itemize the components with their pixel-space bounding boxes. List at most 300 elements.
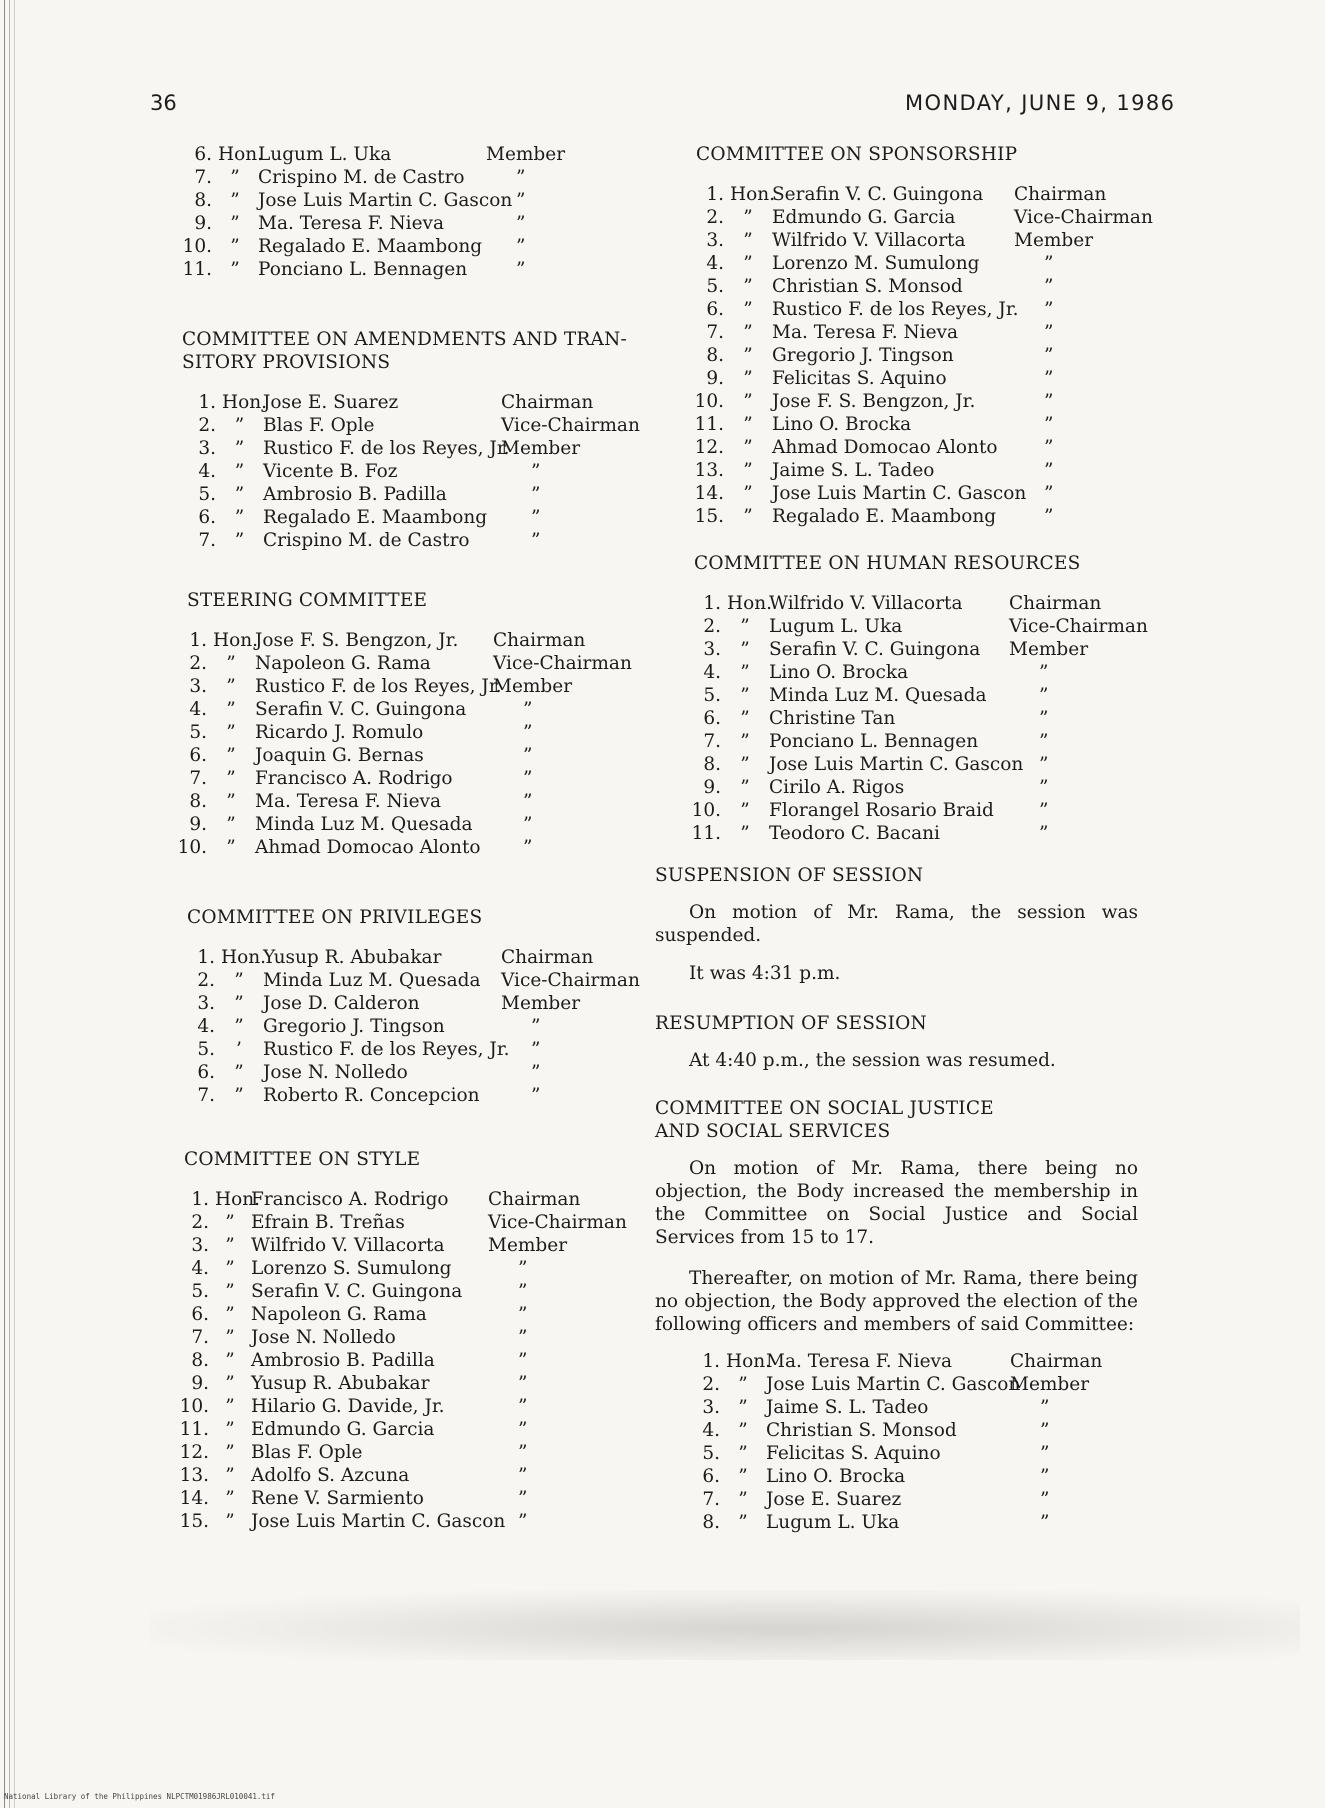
member-number: 6. [197, 1062, 215, 1083]
member-row [173, 767, 663, 790]
member-row [170, 189, 636, 212]
member-honorific: ” [230, 167, 240, 188]
member-row [686, 1465, 1180, 1488]
member-number: 2. [198, 415, 216, 436]
member-position: Vice-Chairman [1009, 616, 1148, 637]
member-row [687, 822, 1179, 845]
member-row [690, 275, 1184, 298]
member-number: 8. [191, 1350, 209, 1371]
member-position: ” [523, 791, 533, 812]
member-position: Chairman [1009, 593, 1102, 614]
member-row [686, 1350, 1180, 1373]
member-position: ” [516, 167, 526, 188]
member-number: 2. [197, 970, 215, 991]
member-number: 8. [194, 190, 212, 211]
member-position: ” [1039, 662, 1049, 683]
member-honorific: ” [743, 368, 753, 389]
member-name: Gregorio J. Tingson [263, 1016, 445, 1037]
member-name: Ahmad Domocao Alonto [255, 837, 481, 858]
member-name: Jose Luis Martin C. Gascon [772, 483, 1027, 504]
member-name: Minda Luz M. Quesada [263, 970, 481, 991]
member-position: ” [1039, 685, 1049, 706]
member-row [167, 1234, 658, 1257]
member-honorific: ” [740, 639, 750, 660]
member-name: Lorenzo M. Sumulong [772, 253, 980, 274]
member-number: 4. [706, 253, 724, 274]
member-name: Ma. Teresa F. Nieva [772, 322, 959, 343]
member-name: Christian S. Monsod [766, 1420, 957, 1441]
member-honorific: ” [225, 1419, 235, 1440]
member-position: ” [1044, 437, 1054, 458]
member-honorific: ” [234, 507, 245, 528]
member-number: 12. [694, 437, 724, 458]
member-name: Francisco A. Rodrigo [255, 768, 453, 789]
member-position: ” [523, 814, 533, 835]
member-row [686, 1419, 1180, 1442]
member-number: 1. [702, 1351, 720, 1372]
member-position: ” [518, 1258, 528, 1279]
member-number: 14. [694, 483, 724, 504]
member-honorific: ” [225, 1511, 235, 1532]
member-honorific: ” [225, 1350, 235, 1371]
member-row [182, 483, 671, 506]
member-honorific: ” [743, 230, 753, 251]
member-number: 7. [197, 1085, 215, 1106]
member-name: Minda Luz M. Quesada [769, 685, 987, 706]
member-name: Ponciano L. Bennagen [258, 259, 468, 280]
member-honorific: ” [225, 1304, 235, 1325]
member-number: 10. [694, 391, 724, 412]
member-honorific: ” [226, 768, 236, 789]
member-position: Member [501, 993, 581, 1014]
member-number: 1. [706, 184, 724, 205]
member-number: 13. [694, 460, 724, 481]
member-number: 14. [179, 1488, 209, 1509]
member-honorific: ” [740, 800, 750, 821]
scan-shadow [150, 1590, 1300, 1660]
member-row [167, 1418, 658, 1441]
member-honorific: ” [225, 1442, 235, 1463]
member-honorific: ” [234, 1016, 244, 1037]
member-position: Member [1014, 230, 1094, 251]
member-position: ” [1044, 253, 1054, 274]
member-honorific: ” [743, 483, 753, 504]
social-justice-text-1: On motion of Mr. Rama, there being no objection, the Body increased the membership in the Committee on Social Justice and Social Services from 15 to 17. [655, 1158, 1138, 1248]
member-row [182, 414, 671, 437]
member-name: Serafin V. C. Guingona [251, 1281, 463, 1302]
member-list [170, 143, 636, 281]
member-number: 5. [189, 722, 207, 743]
member-row [167, 1464, 658, 1487]
member-row [687, 661, 1179, 684]
member-number: 5. [191, 1281, 209, 1302]
member-honorific: ” [740, 823, 750, 844]
member-position: ” [1044, 414, 1054, 435]
member-number: 3. [706, 230, 724, 251]
member-row [687, 615, 1179, 638]
member-number: 2. [702, 1374, 720, 1395]
member-honorific: ” [740, 754, 750, 775]
member-honorific: ” [740, 731, 750, 752]
member-name: Lino O. Brocka [766, 1466, 906, 1487]
member-position: ” [523, 837, 533, 858]
member-position: ” [1044, 368, 1054, 389]
member-row [173, 744, 663, 767]
member-number: 7. [702, 1489, 720, 1510]
member-honorific: ” [234, 415, 245, 436]
member-name: Cirilo A. Rigos [769, 777, 905, 798]
member-row [173, 836, 663, 859]
member-honorific: ” [225, 1396, 235, 1417]
section-title: SUSPENSION OF SESSION [655, 865, 924, 886]
member-honorific: ” [225, 1327, 235, 1348]
member-name: Roberto R. Concepcion [263, 1085, 480, 1106]
member-honorific: ” [234, 1085, 244, 1106]
member-list [167, 1188, 658, 1533]
member-honorific: ” [743, 414, 753, 435]
committee-human-resources [687, 552, 1179, 845]
member-honorific: ” [738, 1397, 748, 1418]
member-name: Ambrosio B. Padilla [263, 484, 447, 505]
member-honorific: ” [230, 236, 240, 257]
member-row [181, 1015, 671, 1038]
member-row [167, 1487, 658, 1510]
member-position: Chairman [501, 947, 594, 968]
member-position: Chairman [1014, 184, 1107, 205]
member-position: ” [531, 1016, 541, 1037]
section-title [655, 1097, 1138, 1143]
member-number: 8. [189, 791, 207, 812]
member-number: 15. [694, 506, 724, 527]
member-honorific: ” [234, 970, 244, 991]
member-position: ” [518, 1419, 528, 1440]
member-position: ” [1040, 1420, 1050, 1441]
member-name: Vicente B. Foz [263, 461, 398, 482]
member-row [170, 212, 636, 235]
member-name: Blas F. Ople [263, 415, 375, 436]
member-row [167, 1441, 658, 1464]
member-number: 6. [198, 507, 216, 528]
member-row [173, 675, 663, 698]
member-honorific: ” [743, 506, 753, 527]
member-number: 8. [702, 1512, 720, 1533]
page-binding-edge [0, 0, 22, 1808]
member-name: Hilario G. Davide, Jr. [251, 1396, 445, 1417]
member-name: Lugum L. Uka [769, 616, 903, 637]
page-date: MONDAY, JUNE 9, 1986 [905, 91, 1176, 115]
member-row [167, 1372, 658, 1395]
member-name: Lugum L. Uka [258, 144, 392, 165]
member-position: Vice-Chairman [1014, 207, 1153, 228]
member-number: 6. [702, 1466, 720, 1487]
member-name: Felicitas S. Aquino [766, 1443, 941, 1464]
member-honorific: ” [743, 322, 753, 343]
member-position: ” [523, 745, 533, 766]
member-name: Edmundo G. Garcia [251, 1419, 435, 1440]
member-number: 2. [191, 1212, 209, 1233]
member-honorific: ” [743, 207, 753, 228]
member-position: ” [1044, 483, 1054, 504]
member-name: Jose N. Nolledo [263, 1062, 408, 1083]
member-row [690, 183, 1184, 206]
member-row [167, 1188, 658, 1211]
member-position: Member [488, 1235, 568, 1256]
member-position: ” [518, 1511, 528, 1532]
member-position: Vice-Chairman [501, 415, 640, 436]
member-number: 5. [197, 1039, 215, 1060]
member-honorific: Hon. [222, 392, 268, 413]
member-honorific: ” [234, 993, 244, 1014]
member-list [686, 1350, 1180, 1534]
member-name: Jose Luis Martin C. Gascon [769, 754, 1024, 775]
member-honorific: ” [226, 676, 236, 697]
member-honorific: ” [738, 1374, 748, 1395]
member-name: Jose F. S. Bengzon, Jr. [772, 391, 976, 412]
member-name: Lino O. Brocka [769, 662, 909, 683]
member-name: Christian S. Monsod [772, 276, 963, 297]
member-name: Lino O. Brocka [772, 414, 912, 435]
member-position: Chairman [1010, 1351, 1103, 1372]
member-position: Member [486, 144, 566, 165]
member-name: Serafin V. C. Guingona [255, 699, 467, 720]
member-number: 1. [703, 593, 721, 614]
member-row [690, 413, 1184, 436]
member-row [181, 1038, 671, 1061]
member-name: Minda Luz M. Quesada [255, 814, 473, 835]
member-row [173, 721, 663, 744]
member-name: Ponciano L. Bennagen [769, 731, 979, 752]
member-position: ” [518, 1327, 528, 1348]
member-position: ” [516, 190, 526, 211]
section-title: COMMITTEE ON SPONSORSHIP [696, 144, 1018, 165]
member-name: Teodoro C. Bacani [769, 823, 940, 844]
committee-social-justice [686, 1350, 1180, 1534]
member-row [687, 753, 1179, 776]
member-name: Jose Luis Martin C. Gascon [766, 1374, 1021, 1395]
member-row [181, 946, 671, 969]
member-position: ” [1044, 345, 1054, 366]
member-honorific: Hon. [726, 1351, 772, 1372]
member-list [687, 592, 1179, 845]
member-position: ” [1039, 777, 1049, 798]
member-position: ” [1040, 1466, 1050, 1487]
member-position: ” [531, 1085, 541, 1106]
member-position: ” [518, 1488, 528, 1509]
member-position: ” [1044, 506, 1054, 527]
member-number: 5. [198, 484, 216, 505]
member-honorific: ” [226, 722, 236, 743]
member-position: Member [1010, 1374, 1090, 1395]
member-row [690, 206, 1184, 229]
member-honorific: ” [743, 460, 753, 481]
member-number: 15. [179, 1511, 209, 1532]
member-row [181, 1061, 671, 1084]
social-justice-heading [655, 1097, 1138, 1336]
member-name: Jose Luis Martin C. Gascon [258, 190, 513, 211]
member-row [167, 1510, 658, 1533]
member-number: 4. [189, 699, 207, 720]
member-row [690, 298, 1184, 321]
member-name: Jose E. Suarez [766, 1489, 902, 1510]
member-honorific: ” [743, 391, 753, 412]
member-name: Regalado E. Maambong [258, 236, 483, 257]
member-row [173, 790, 663, 813]
member-position: Vice-Chairman [493, 653, 632, 674]
member-number: 3. [198, 438, 216, 459]
committee-privileges [181, 906, 671, 1107]
member-row [690, 344, 1184, 367]
member-row [687, 592, 1179, 615]
section-title: COMMITTEE ON PRIVILEGES [187, 907, 483, 928]
member-number: 3. [703, 639, 721, 660]
member-honorific: ” [225, 1465, 235, 1486]
member-name: Wilfrido V. Villacorta [772, 230, 966, 251]
member-honorific: ” [738, 1420, 748, 1441]
member-honorific: ” [234, 530, 245, 551]
member-honorific: ” [738, 1512, 748, 1533]
member-honorific: ” [230, 259, 240, 280]
page-number: 36 [150, 91, 177, 115]
member-name: Regalado E. Maambong [772, 506, 997, 527]
member-row [690, 367, 1184, 390]
member-position: ” [518, 1442, 528, 1463]
member-number: 7. [706, 322, 724, 343]
member-number: 3. [191, 1235, 209, 1256]
member-name: Jaime S. L. Tadeo [766, 1397, 929, 1418]
member-honorific: ” [225, 1258, 235, 1279]
member-honorific: Hon. [730, 184, 776, 205]
member-number: 11. [691, 823, 721, 844]
committee-steering [173, 589, 663, 859]
member-honorific: ” [226, 699, 236, 720]
member-position: Chairman [501, 392, 594, 413]
member-number: 4. [702, 1420, 720, 1441]
member-position: Vice-Chairman [501, 970, 640, 991]
member-number: 6. [703, 708, 721, 729]
section-title-line: COMMITTEE ON SOCIAL JUSTICE [655, 1098, 994, 1119]
member-position: ” [1039, 708, 1049, 729]
member-honorific: ” [225, 1281, 235, 1302]
member-position: ” [518, 1396, 528, 1417]
member-number: 5. [703, 685, 721, 706]
member-number: 10. [177, 837, 207, 858]
member-row [181, 992, 671, 1015]
member-number: 2. [703, 616, 721, 637]
member-number: 6. [194, 144, 212, 165]
member-name: Florangel Rosario Braid [769, 800, 994, 821]
member-position: ” [523, 722, 533, 743]
member-honorific: ” [738, 1466, 748, 1487]
member-honorific: ” [225, 1235, 235, 1256]
member-row [182, 529, 671, 552]
member-honorific: Hon. [221, 947, 267, 968]
member-row [690, 436, 1184, 459]
member-row [690, 505, 1184, 528]
member-number: 1. [197, 947, 215, 968]
member-name: Blas F. Ople [251, 1442, 363, 1463]
member-name: Rustico F. de los Reyes, Jr. [772, 299, 1019, 320]
member-number: 1. [189, 630, 207, 651]
member-name: Ma. Teresa F. Nieva [766, 1351, 953, 1372]
member-name: Napoleon G. Rama [255, 653, 431, 674]
member-position: ” [1044, 322, 1054, 343]
member-number: 9. [706, 368, 724, 389]
member-number: 3. [197, 993, 215, 1014]
member-name: Jaime S. L. Tadeo [772, 460, 935, 481]
member-position: ” [518, 1304, 528, 1325]
member-position: ” [516, 213, 526, 234]
member-number: 10. [182, 236, 212, 257]
archive-footer-note: National Library of the Philippines NLPCTM01986JRL010041.tif [4, 1792, 275, 1801]
member-row [690, 482, 1184, 505]
member-name: Wilfrido V. Villacorta [769, 593, 963, 614]
member-name: Edmundo G. Garcia [772, 207, 956, 228]
member-position: ” [531, 1062, 541, 1083]
section-title-line: SITORY PROVISIONS [182, 352, 391, 373]
member-honorific: ” [738, 1443, 748, 1464]
member-number: 11. [694, 414, 724, 435]
member-row [167, 1211, 658, 1234]
member-position: ” [1039, 754, 1049, 775]
section-title: COMMITTEE ON HUMAN RESOURCES [694, 553, 1081, 574]
member-row [687, 684, 1179, 707]
member-number: 4. [197, 1016, 215, 1037]
member-position: ” [1040, 1489, 1050, 1510]
member-name: Yusup R. Abubakar [251, 1373, 430, 1394]
member-position: ” [1040, 1512, 1050, 1533]
member-number: 4. [703, 662, 721, 683]
section-title-line: AND SOCIAL SERVICES [655, 1121, 891, 1142]
member-honorific: ” [226, 791, 236, 812]
member-number: 13. [179, 1465, 209, 1486]
member-position: ” [1040, 1397, 1050, 1418]
member-number: 1. [198, 392, 216, 413]
member-name: Ma. Teresa F. Nieva [258, 213, 445, 234]
member-honorific: ” [738, 1489, 748, 1510]
member-number: 8. [706, 345, 724, 366]
member-name: Christine Tan [769, 708, 896, 729]
suspension-of-session [655, 864, 1138, 985]
member-row [686, 1373, 1180, 1396]
member-position: ” [531, 461, 541, 482]
member-honorific: ’ [236, 1039, 242, 1060]
member-number: 11. [182, 259, 212, 280]
member-number: 5. [706, 276, 724, 297]
member-row [690, 321, 1184, 344]
member-name: Regalado E. Maambong [263, 507, 488, 528]
member-number: 6. [191, 1304, 209, 1325]
member-row [173, 652, 663, 675]
member-row [167, 1395, 658, 1418]
member-name: Francisco A. Rodrigo [251, 1189, 449, 1210]
member-number: 4. [191, 1258, 209, 1279]
member-honorific: ” [234, 484, 245, 505]
member-row [690, 459, 1184, 482]
member-position: Member [1009, 639, 1089, 660]
member-row [686, 1511, 1180, 1534]
member-name: Lugum L. Uka [766, 1512, 900, 1533]
member-position: ” [523, 699, 533, 720]
member-honorific: ” [743, 299, 753, 320]
member-honorific: ” [234, 1062, 244, 1083]
member-number: 5. [702, 1443, 720, 1464]
member-number: 9. [703, 777, 721, 798]
member-number: 9. [191, 1373, 209, 1394]
member-name: Lorenzo S. Sumulong [251, 1258, 452, 1279]
member-honorific: ” [230, 190, 240, 211]
member-honorific: ” [225, 1373, 235, 1394]
member-honorific: ” [225, 1488, 235, 1509]
